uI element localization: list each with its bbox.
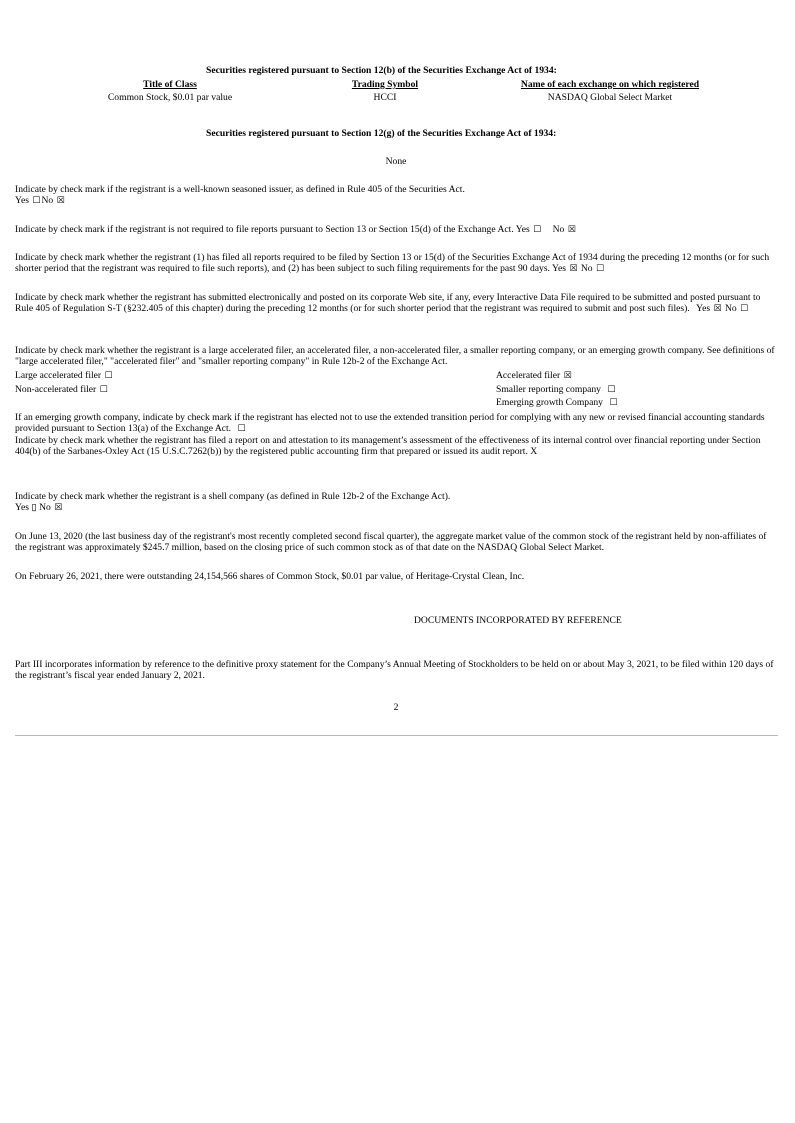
question-not-required-text: Indicate by check mark if the registrant is not required to file reports pursuant to Section 13 or Section 15(d) of the Exchange Act. Yes bbox=[15, 224, 530, 235]
question-wksi-text: Indicate by check mark if the registrant is a well-known seasoned issuer, as defined in Rule 405 of the Securities Act. bbox=[15, 184, 465, 195]
non-accelerated-filer-option bbox=[15, 385, 109, 396]
shell-yes-label: Yes bbox=[15, 501, 29, 513]
large-accelerated-filer-option bbox=[15, 371, 114, 382]
wksi-yes-checkbox[interactable]: ☐ bbox=[32, 195, 41, 206]
filed-all-yes-checkbox[interactable]: ☒ bbox=[569, 263, 578, 274]
non-accelerated-filer-label: Non-accelerated filer bbox=[15, 384, 97, 395]
wksi-yes-label: Yes bbox=[15, 194, 29, 206]
cell-trading-symbol: HCCI bbox=[373, 92, 397, 103]
filed-all-no-checkbox[interactable]: ☐ bbox=[596, 263, 605, 274]
cell-exchange: NASDAQ Global Select Market bbox=[547, 92, 673, 103]
smaller-reporting-company-label: Smaller reporting company bbox=[496, 384, 601, 395]
section-12g-value: None bbox=[385, 156, 407, 167]
cell-title-of-class: Common Stock, $0.01 par value bbox=[107, 92, 233, 103]
egc-transition-checkbox[interactable]: ☐ bbox=[237, 423, 246, 434]
interactive-yes-label: Yes bbox=[696, 302, 711, 314]
accelerated-filer-option bbox=[496, 371, 573, 382]
question-filed-all-text: Indicate by check mark whether the registrant (1) has filed all reports required to be filed by Section 13 or 15(d) of the Securities Exchange Act of 1934 during the preceding 12 months (or for such shorter period that the registrant was required to file such reports), and (2) has been subject to such filing requirements for the past 90 days. bbox=[15, 252, 770, 274]
question-wksi bbox=[15, 185, 777, 206]
not-required-no-checkbox[interactable]: ☒ bbox=[567, 225, 576, 235]
question-interactive-data bbox=[15, 293, 777, 314]
interactive-no-checkbox[interactable]: ☐ bbox=[740, 303, 749, 314]
non-accelerated-filer-checkbox[interactable]: ☐ bbox=[99, 385, 108, 395]
filed-all-yes-label: Yes bbox=[552, 262, 566, 274]
page-number: 2 bbox=[393, 702, 399, 713]
accelerated-filer-checkbox[interactable]: ☒ bbox=[563, 371, 572, 381]
large-accelerated-filer-label: Large accelerated filer bbox=[15, 370, 102, 381]
emerging-growth-company-option bbox=[496, 398, 618, 409]
smaller-reporting-company-option bbox=[496, 385, 616, 396]
interactive-yes-checkbox[interactable]: ☒ bbox=[713, 303, 722, 314]
emerging-growth-company-label: Emerging growth Company bbox=[496, 397, 603, 408]
not-required-no-label: No bbox=[552, 224, 565, 235]
col-header-title-of-class: Title of Class bbox=[143, 79, 197, 90]
shares-outstanding-paragraph: On February 26, 2021, there were outstanding 24,154,566 shares of Common Stock, $0.01 par value, of Heritage-Crystal Clean, Inc. bbox=[15, 571, 525, 582]
question-egc-transition bbox=[15, 413, 777, 434]
part-iii-paragraph: Part III incorporates information by reference to the definitive proxy statement for the Company’s Annual Meeting of Stockholders to be held on or about May 3, 2021, to be filed within 120 days of the registrant’s fiscal year ended January 2, 2021. bbox=[15, 659, 774, 681]
col-header-exchange: Name of each exchange on which registered bbox=[520, 79, 700, 90]
col-header-trading-symbol: Trading Symbol bbox=[351, 79, 419, 90]
not-required-yes-checkbox[interactable]: ☐ bbox=[533, 225, 542, 235]
emerging-growth-company-checkbox[interactable]: ☐ bbox=[609, 398, 618, 408]
documents-incorporated-heading: DOCUMENTS INCORPORATED BY REFERENCE bbox=[414, 615, 622, 626]
wksi-no-label: No bbox=[41, 194, 54, 206]
filed-all-no-label: No bbox=[580, 262, 593, 274]
shell-no-checkbox[interactable]: ☒ bbox=[54, 502, 63, 513]
question-interactive-data-text: Indicate by check mark whether the registrant has submitted electronically and posted on its corporate Web site, if any, every Interactive Data File required to be submitted and posted pursuant to Rule 405 of Regulation S-T (§232.405 of this chapter) during the preceding 12 months (or for such shorter period that the registrant was required to submit and post such files). bbox=[15, 292, 761, 314]
interactive-no-label: No bbox=[724, 302, 737, 314]
large-accelerated-filer-checkbox[interactable]: ☐ bbox=[104, 371, 113, 381]
section-12b-heading: Securities registered pursuant to Section 12(b) of the Securities Exchange Act of 1934: bbox=[206, 65, 557, 76]
accelerated-filer-label: Accelerated filer bbox=[496, 370, 561, 381]
question-egc-transition-text: If an emerging growth company, indicate by check mark if the registrant has elected not to use the extended transition period for complying with any new or revised financial accounting standards provided pursuant to Section 13(a) of the Exchange Act. bbox=[15, 412, 765, 434]
page-divider bbox=[15, 735, 778, 736]
question-shell-company bbox=[15, 492, 777, 513]
section-12g-heading: Securities registered pursuant to Section 12(g) of the Securities Exchange Act of 1934: bbox=[206, 128, 557, 139]
market-value-paragraph: On June 13, 2020 (the last business day of the registrant's most recently completed second fiscal quarter), the aggregate market value of the common stock of the registrant held by non-affiliates of the registrant was approximately $245.7 million, based on the closing price of such common stock as of that date on the NASDAQ Global Select Market. bbox=[15, 531, 767, 553]
question-filer-status-text: Indicate by check mark whether the registrant is a large accelerated filer, an accelerated filer, a non-accelerated filer, a smaller reporting company, or an emerging growth company. See definitions of "large accelerated filer," "accelerated filer" and "smaller reporting company" in Rule 12b-2 of the Exchange Act. bbox=[15, 345, 775, 367]
smaller-reporting-company-checkbox[interactable]: ☐ bbox=[607, 385, 616, 395]
question-404b-text: Indicate by check mark whether the registrant has filed a report on and attestation to its management’s assessment of the effectiveness of its internal control over financial reporting under Section 404(b) of the Sarbanes-Oxley Act (15 U.S.C.7262(b)) by the registered public accounting firm that prepared or issued its audit report. X bbox=[15, 435, 761, 457]
shell-yes-checkbox[interactable]: ▯ bbox=[31, 501, 37, 513]
wksi-no-checkbox[interactable]: ☒ bbox=[56, 195, 65, 206]
shell-no-label: No bbox=[39, 501, 51, 513]
question-filed-all bbox=[15, 253, 777, 274]
question-not-required bbox=[15, 225, 777, 236]
question-shell-company-text: Indicate by check mark whether the registrant is a shell company (as defined in Rule 12b-2 of the Exchange Act). bbox=[15, 491, 451, 502]
